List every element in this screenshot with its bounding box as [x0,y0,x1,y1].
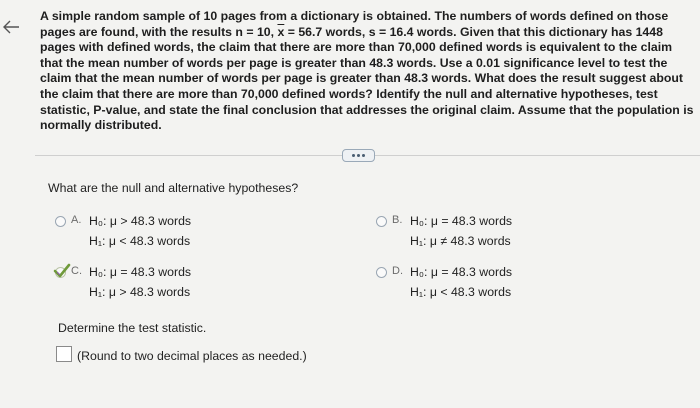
question-text: What are the null and alternative hypotheses? [48,181,299,195]
problem-statement [40,9,695,134]
rounding-note: (Round to two decimal places as needed.) [77,349,307,363]
alt-hypothesis-b: H₁: μ ≠ 48.3 words [410,234,511,248]
option-letter: B. [392,214,403,226]
test-statistic-input[interactable] [56,346,72,362]
null-hypothesis-b: H₀: μ = 48.3 words [410,214,513,228]
radio-button-b[interactable] [376,216,387,227]
ellipsis-dot-icon [357,154,360,157]
ellipsis-dot-icon [352,154,355,157]
option-letter: D. [392,265,403,277]
option-letter: A. [71,214,82,226]
radio-button-d[interactable] [376,267,387,278]
problem-stats: = 56.7 words, s = 16.4 words. Given that this dictionary has 1448 pages with defined words, the claim that there are more than 70,000 defined words is equivalent to the claim that the mean number of words per page is greater than 48.3 words. Use a 0.01 significance level to test the claim that the mean number of words per page is greater than 48.3 words. What does the result suggest about the claim that there are more than 70,000 defined words? Identify the null and alternative hypotheses, test statistic, P-value, and state the final conclusion that addresses the original claim. Assume that the population is normally distributed. [40,24,694,133]
expand-more-button[interactable] [342,149,375,162]
null-hypothesis-a: H₀: μ > 48.3 words [89,214,192,228]
checkmark-icon [53,263,71,279]
null-hypothesis-c: H₀: μ = 48.3 words [89,265,192,279]
radio-button-a[interactable] [55,216,66,227]
problem-intro: A simple random sample of 10 pages from a dictionary is obtained. The numbers of words defined on those pages are found, with the results n = 10, [40,9,669,39]
alt-hypothesis-d: H₁: μ < 48.3 words [410,285,512,299]
back-arrow-icon[interactable] [2,20,20,34]
alt-hypothesis-a: H₁: μ < 48.3 words [89,234,191,248]
option-letter: C. [71,265,82,277]
option-d[interactable] [376,265,576,305]
instruction-text: Determine the test statistic. [58,321,207,335]
option-a[interactable] [55,214,255,254]
alt-hypothesis-c: H₁: μ > 48.3 words [89,285,191,299]
null-hypothesis-d: H₀: μ = 48.3 words [410,265,513,279]
ellipsis-dot-icon [362,154,365,157]
x-bar-symbol: $\overline{x}$ [277,24,285,39]
option-b[interactable] [376,214,576,254]
option-c[interactable] [55,265,255,305]
